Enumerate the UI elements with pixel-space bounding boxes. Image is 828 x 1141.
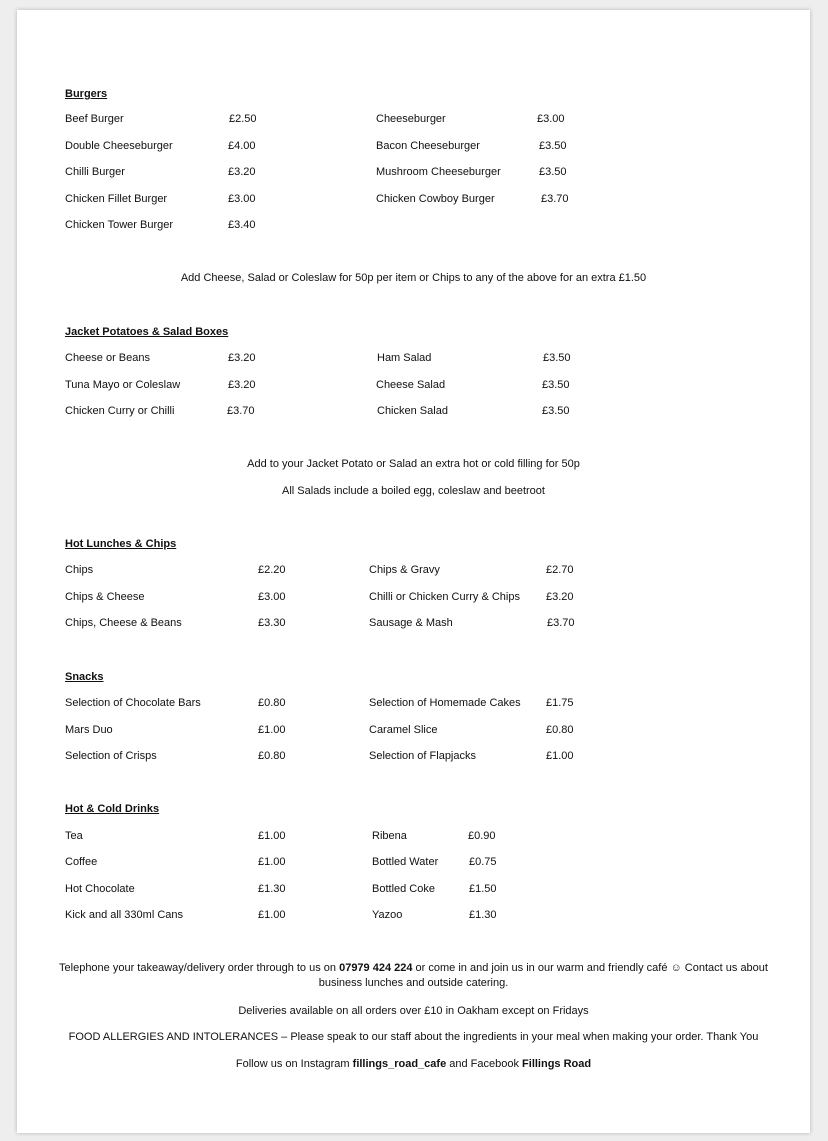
menu-item-price: £3.50 — [539, 166, 567, 178]
menu-item-price: £0.75 — [469, 856, 497, 868]
menu-item-price: £4.00 — [228, 140, 256, 152]
menu-item-name: Beef Burger — [65, 113, 124, 125]
menu-item-name: Chicken Fillet Burger — [65, 193, 168, 205]
section-heading-burgers: Burgers — [65, 88, 108, 100]
footer-social — [57, 1057, 770, 1072]
menu-item-price: £0.80 — [546, 724, 574, 736]
footer-allergies: FOOD ALLERGIES AND INTOLERANCES – Please speak to our staff about the ingredients in your meal when making your order. Thank You — [68, 1031, 759, 1043]
jackets-note-salads: All Salads include a boiled egg, coleslaw and beetroot — [282, 485, 545, 497]
section-heading-snacks: Snacks — [65, 671, 104, 683]
menu-item-name: Selection of Chocolate Bars — [65, 697, 201, 709]
menu-item-name: Cheese Salad — [376, 379, 446, 391]
menu-item-name: Mushroom Cheeseburger — [376, 166, 501, 178]
menu-item-name: Chicken Salad — [377, 405, 448, 417]
menu-item-price: £3.00 — [537, 113, 565, 125]
follow-text: Follow us on Instagram — [235, 1058, 353, 1070]
menu-item-name: Selection of Crisps — [65, 750, 157, 762]
menu-item-name: Kick and all 330ml Cans — [65, 909, 184, 921]
menu-item-name: Chips & Cheese — [65, 591, 145, 603]
menu-item-price: £0.80 — [258, 750, 286, 762]
menu-item-price: £3.20 — [546, 591, 574, 603]
section-heading-drinks: Hot & Cold Drinks — [65, 803, 160, 815]
menu-item-price: £1.50 — [469, 883, 497, 895]
menu-item-price: £3.50 — [539, 140, 567, 152]
menu-item-name: Chips — [65, 564, 94, 576]
menu-item-price: £3.40 — [228, 219, 256, 231]
menu-item-price: £1.30 — [469, 909, 497, 921]
menu-item-price: £3.00 — [228, 193, 256, 205]
menu-item-name: Chilli Burger — [65, 166, 125, 178]
menu-item-name: Double Cheeseburger — [65, 140, 173, 152]
menu-item-price: £3.20 — [228, 352, 256, 364]
menu-item-price: £3.50 — [542, 379, 570, 391]
menu-item-price: £2.20 — [258, 564, 286, 576]
menu-item-name: Yazoo — [372, 909, 403, 921]
menu-item-name: Caramel Slice — [369, 724, 438, 736]
menu-item-name: Ham Salad — [377, 352, 432, 364]
menu-item-price: £1.00 — [546, 750, 574, 762]
menu-item-price: £1.00 — [258, 909, 286, 921]
menu-item-name: Ribena — [372, 830, 407, 842]
menu-item-name: Chicken Curry or Chilli — [65, 405, 175, 417]
menu-item-name: Cheeseburger — [376, 113, 446, 125]
menu-item-price: £0.90 — [468, 830, 496, 842]
facebook-handle[interactable]: Fillings Road — [522, 1058, 592, 1070]
menu-item-price: £3.30 — [258, 617, 286, 629]
menu-item-name: Bacon Cheeseburger — [376, 140, 480, 152]
menu-item-price: £1.00 — [258, 724, 286, 736]
menu-item-price: £3.70 — [227, 405, 255, 417]
menu-item-price: £3.50 — [543, 352, 571, 364]
menu-item-name: Mars Duo — [65, 724, 113, 736]
menu-item-price: £1.75 — [546, 697, 574, 709]
instagram-handle[interactable]: fillings_road_cafe — [352, 1058, 447, 1070]
menu-item-name: Chicken Cowboy Burger — [376, 193, 495, 205]
menu-item-price: £2.50 — [229, 113, 257, 125]
menu-item-name: Chips, Cheese & Beans — [65, 617, 182, 629]
menu-item-name: Coffee — [65, 856, 98, 868]
menu-item-price: £3.70 — [541, 193, 569, 205]
menu-item-price: £3.00 — [258, 591, 286, 603]
menu-item-price: £1.30 — [258, 883, 286, 895]
menu-item-price: £1.00 — [258, 856, 286, 868]
menu-item-name: Tuna Mayo or Coleslaw — [65, 379, 181, 391]
burgers-note: Add Cheese, Salad or Coleslaw for 50p per item or Chips to any of the above for an extra £1.50 — [180, 272, 647, 284]
menu-item-name: Bottled Coke — [372, 883, 435, 895]
menu-item-name: Selection of Flapjacks — [369, 750, 476, 762]
menu-item-price: £0.80 — [258, 697, 286, 709]
menu-item-name: Chips & Gravy — [369, 564, 440, 576]
menu-item-name: Chicken Tower Burger — [65, 219, 174, 231]
menu-item-name: Chilli or Chicken Curry & Chips — [369, 591, 520, 603]
jackets-note-filling: Add to your Jacket Potato or Salad an extra hot or cold filling for 50p — [247, 458, 580, 470]
menu-item-price: £3.20 — [228, 166, 256, 178]
menu-item-price: £3.50 — [542, 405, 570, 417]
menu-item-price: £1.00 — [258, 830, 286, 842]
menu-item-name: Selection of Homemade Cakes — [369, 697, 521, 709]
menu-item-name: Tea — [65, 830, 83, 842]
section-heading-hot-lunches: Hot Lunches & Chips — [65, 538, 177, 550]
menu-page — [17, 10, 810, 1133]
follow-text-mid: and Facebook — [446, 1058, 523, 1070]
menu-item-name: Cheese or Beans — [65, 352, 150, 364]
footer-telephone — [57, 961, 770, 991]
menu-item-price: £2.70 — [546, 564, 574, 576]
menu-item-price: £3.20 — [228, 379, 256, 391]
menu-item-price: £3.70 — [547, 617, 575, 629]
section-heading-jackets: Jacket Potatoes & Salad Boxes — [65, 326, 229, 338]
telephone-text: Telephone your takeaway/delivery order through to us on — [59, 962, 340, 974]
menu-item-name: Hot Chocolate — [65, 883, 135, 895]
footer-deliveries: Deliveries available on all orders over £10 in Oakham except on Fridays — [238, 1005, 589, 1017]
menu-item-name: Bottled Water — [372, 856, 439, 868]
menu-item-name: Sausage & Mash — [369, 617, 453, 629]
phone-number[interactable]: 07979 424 224 — [339, 962, 413, 974]
telephone-text-rest: or come in and join us in our warm and friendly café ☺ Contact us about business lunches and outside catering. — [318, 962, 768, 989]
